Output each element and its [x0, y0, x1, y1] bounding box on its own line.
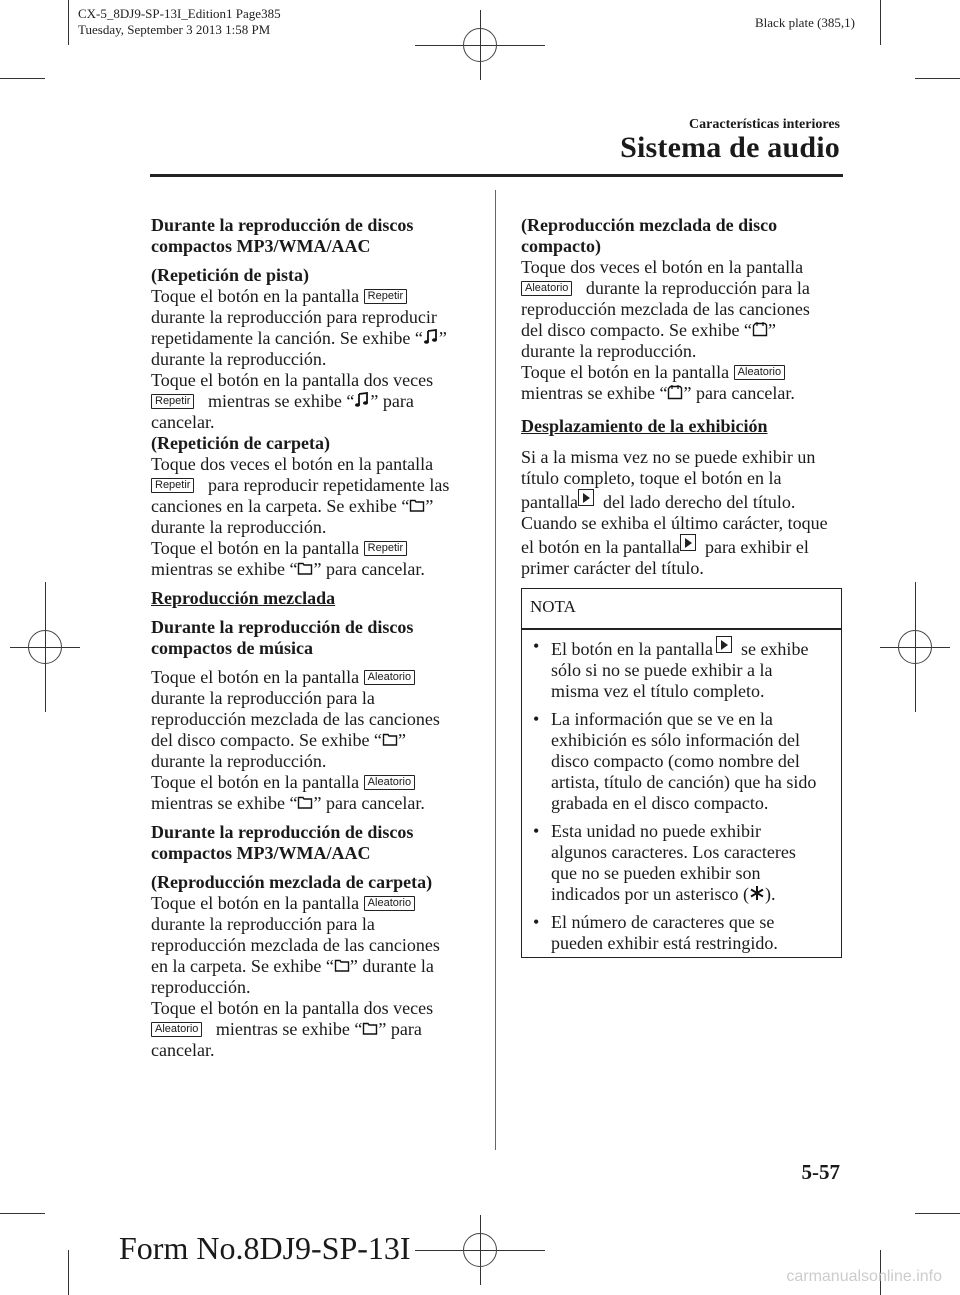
body-line: mientras se exhibe “ ” para cancelar. — [151, 793, 425, 813]
bullet-icon: • — [533, 821, 540, 841]
note-item: • La información que se ve en la exhibición es sólo información del disco compacto (como nombre del artista, título de canción) que ha sido grabada en el disco compacto. — [533, 709, 817, 813]
print-job-line2: Tuesday, September 3 2013 1:58 PM — [78, 22, 271, 37]
body-line: del disco compacto. Se exhibe “ ” — [521, 320, 776, 340]
body-line: Si a la misma vez no se puede exhibir un — [521, 447, 816, 467]
note-item: • El botón en la pantalla se exhibe sólo si no se puede exhibir a la misma vez el título completo. — [533, 636, 809, 701]
body-line: Toque el botón en la pantalla Aleatorio — [151, 893, 491, 914]
left-column — [151, 215, 491, 1061]
body-line: título completo, toque el botón en la — [521, 468, 782, 488]
body-line: mientras se exhibe “ ” para cancelar. — [521, 383, 795, 403]
body-line: Cuando se exhiba el último carácter, toque — [521, 513, 828, 533]
watermark: carmanualsonline.info — [786, 1268, 942, 1285]
heading: compactos MP3/WMA/AAC — [151, 236, 371, 256]
repeat-button-label: Repetir — [151, 394, 194, 409]
subheading: (Repetición de carpeta) — [151, 433, 330, 453]
crop-mark — [68, 0, 69, 45]
body-line: durante la reproducción. — [521, 341, 697, 361]
body-line: Toque el botón en la pantalla Repetir — [151, 538, 491, 559]
body-line: reproducción mezclada de las canciones — [151, 935, 440, 955]
heading: Durante la reproducción de discos — [151, 215, 414, 235]
crop-mark — [68, 1250, 69, 1295]
note-box — [521, 588, 842, 958]
section-heading: Desplazamiento de la exhibición — [521, 416, 768, 436]
folder-icon — [334, 957, 350, 973]
scroll-arrow-icon — [680, 534, 696, 551]
heading: compactos MP3/WMA/AAC — [151, 843, 371, 863]
music-note-icon — [423, 329, 439, 345]
folder-icon — [362, 1020, 378, 1036]
heading: compactos de música — [151, 638, 313, 658]
random-button-label: Aleatorio — [364, 670, 415, 685]
scroll-arrow-icon — [716, 636, 732, 653]
heading: Durante la reproducción de discos — [151, 617, 414, 637]
body-line: Toque el botón en la pantalla dos veces — [151, 370, 434, 390]
bullet-icon: • — [533, 636, 540, 656]
right-column — [521, 215, 846, 579]
crop-mark — [880, 0, 881, 45]
print-job-line1: CX-5_8DJ9-SP-13I_Edition1 Page385 — [78, 6, 281, 21]
disc-icon — [667, 384, 683, 400]
random-button-label: Aleatorio — [364, 775, 415, 790]
print-job-info — [78, 6, 281, 38]
random-button-label: Aleatorio — [734, 365, 785, 380]
repeat-button-label: Repetir — [151, 478, 194, 493]
body-line: Toque el botón en la pantalla Aleatorio — [151, 667, 491, 688]
crop-mark — [915, 1213, 960, 1214]
body-line: Toque el botón en la pantalla Repetir — [151, 286, 491, 307]
crop-mark — [0, 78, 45, 79]
note-list — [530, 636, 835, 961]
subheading: (Reproducción mezclada de disco — [521, 215, 778, 235]
body-line: Repetir mientras se exhibe “ ” para — [151, 391, 491, 412]
subheading: (Reproducción mezclada de carpeta) — [151, 872, 433, 892]
body-line: durante la reproducción. — [151, 751, 327, 771]
registration-circle — [898, 630, 932, 664]
crop-mark — [915, 78, 960, 79]
body-line: Aleatorio durante la reproducción para la — [521, 278, 846, 299]
random-button-label: Aleatorio — [521, 281, 572, 296]
music-note-icon — [354, 392, 370, 408]
folder-icon — [409, 497, 425, 513]
folder-icon — [297, 794, 313, 810]
body-line: canciones en la carpeta. Se exhibe “ ” — [151, 496, 434, 516]
body-line: durante la reproducción para la — [151, 914, 375, 934]
body-line: el botón en la pantalla para exhibir el — [521, 534, 846, 558]
repeat-button-label: Repetir — [364, 289, 407, 304]
body-line: del disco compacto. Se exhibe “ ” — [151, 730, 406, 750]
body-line: Toque dos veces el botón en la pantalla — [151, 454, 434, 474]
section-subtitle: Características interiores — [689, 117, 840, 132]
note-item: • El número de caracteres que se pueden exhibir está restringido. — [533, 912, 778, 953]
body-line: cancelar. — [151, 1040, 215, 1060]
body-line: durante la reproducción para la — [151, 688, 375, 708]
body-line: Repetir para reproducir repetidamente las — [151, 475, 491, 496]
body-line: mientras se exhibe “ ” para cancelar. — [151, 559, 425, 579]
body-line: primer carácter del título. — [521, 558, 704, 578]
section-title: Sistema de audio — [620, 131, 840, 164]
print-plate-info: Black plate (385,1) — [755, 15, 855, 30]
disc-icon — [752, 321, 768, 337]
body-line: reproducción mezclada de las canciones — [521, 299, 810, 319]
body-line: Toque el botón en la pantalla Aleatorio — [151, 772, 491, 793]
body-line: cancelar. — [151, 412, 215, 432]
note-divider — [522, 628, 841, 630]
section-heading: Reproducción mezclada — [151, 588, 336, 608]
subheading: (Repetición de pista) — [151, 265, 309, 285]
header-rule — [150, 174, 843, 177]
body-line: repetidamente la canción. Se exhibe “ ” — [151, 328, 447, 348]
body-line: reproducción mezclada de las canciones — [151, 709, 440, 729]
asterisk-icon — [749, 885, 765, 901]
bullet-icon: • — [533, 709, 540, 729]
note-title: NOTA — [530, 597, 576, 616]
body-line: pantalla del lado derecho del título. — [521, 489, 846, 513]
body-line: durante la reproducción. — [151, 349, 327, 369]
registration-circle — [463, 28, 497, 62]
form-number: Form No.8DJ9-SP-13I — [119, 1230, 411, 1266]
note-item: • Esta unidad no puede exhibir algunos caracteres. Los caracteres que no se pueden exhibir son indicados por un asterisco ( ). — [533, 821, 796, 904]
column-divider — [495, 190, 496, 1150]
heading: Durante la reproducción de discos — [151, 822, 414, 842]
subheading: compacto) — [521, 236, 601, 256]
body-line: durante la reproducción. — [151, 517, 327, 537]
folder-icon — [382, 731, 398, 747]
crop-mark — [0, 1213, 45, 1214]
repeat-button-label: Repetir — [364, 541, 407, 556]
body-line: Toque dos veces el botón en la pantalla — [521, 257, 804, 277]
bullet-icon: • — [533, 912, 540, 932]
registration-circle — [28, 630, 62, 664]
folder-icon — [297, 560, 313, 576]
registration-circle — [463, 1233, 497, 1267]
body-line: Toque el botón en la pantalla dos veces — [151, 998, 434, 1018]
body-line: Toque el botón en la pantalla Aleatorio — [521, 362, 846, 383]
random-button-label: Aleatorio — [151, 1022, 202, 1037]
body-line: reproducción. — [151, 977, 251, 997]
scroll-arrow-icon — [578, 489, 594, 506]
body-line: en la carpeta. Se exhibe “ ” durante la — [151, 956, 434, 976]
page-number: 5-57 — [801, 1160, 840, 1184]
body-line: durante la reproducción para reproducir — [151, 307, 437, 327]
body-line: Aleatorio mientras se exhibe “ ” para — [151, 1019, 491, 1040]
random-button-label: Aleatorio — [364, 896, 415, 911]
